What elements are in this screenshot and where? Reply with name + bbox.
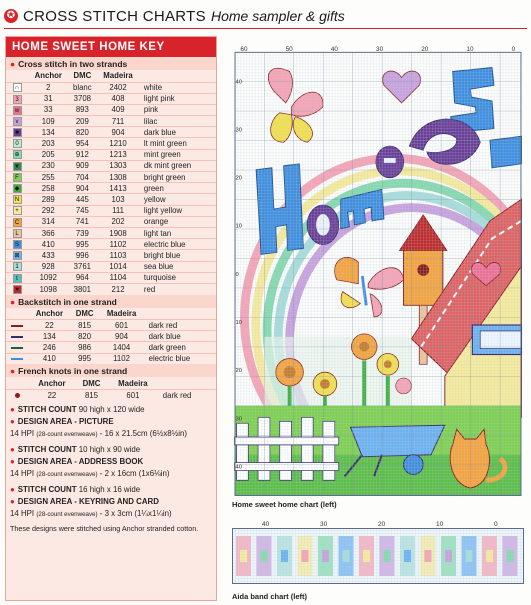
color-name-cell: sea blue [140, 261, 216, 272]
main-chart-svg [232, 44, 524, 496]
anchor-cell: 230 [28, 160, 69, 171]
key-row [6, 93, 216, 104]
thread-symbol [6, 82, 28, 93]
color-name-cell: lt mint green [140, 138, 216, 149]
stitch-count-keyring: ● STITCH COUNT 16 high x 16 wide [10, 484, 141, 494]
thread-symbol [6, 194, 28, 205]
madeira-cell: 103 [96, 194, 140, 205]
thread-symbol [6, 261, 28, 272]
band-chart-caption: Aida band chart (left) [232, 592, 308, 601]
key-row [6, 82, 216, 93]
page-subtitle: Home sampler & gifts [210, 8, 345, 24]
key-row [6, 216, 216, 227]
side-tick-label: 0 [235, 271, 239, 278]
dmc-cell: 745 [69, 205, 97, 216]
thread-symbol [6, 116, 28, 127]
top-tick-label: 40 [330, 45, 338, 53]
madeira-cell: 111 [96, 205, 140, 216]
color-name-cell: red [140, 283, 216, 294]
symbol-swatch: + [13, 206, 22, 215]
top-tick-label: 0 [511, 45, 516, 53]
madeira-cell: 1103 [96, 250, 140, 261]
key-row [6, 127, 216, 138]
color-name-cell: electric blue [140, 239, 216, 250]
madeira-cell: 1404 [99, 342, 145, 353]
anchor-cell: 410 [28, 353, 71, 364]
dmc-cell: 815 [71, 320, 99, 331]
madeira-cell: 1303 [96, 160, 140, 171]
madeira-cell: 1413 [96, 183, 140, 194]
key-row [6, 353, 216, 364]
band-fine-grid [232, 528, 524, 584]
key-row [6, 342, 216, 353]
symbol-swatch: ⊕ [14, 152, 20, 159]
dmc-cell: 3708 [69, 93, 97, 104]
color-name-cell: electric blue [145, 353, 216, 364]
madeira-cell: 408 [96, 93, 140, 104]
dmc-cell: 3801 [69, 283, 97, 294]
anchor-cell: 410 [28, 239, 69, 250]
dmc-cell: 986 [71, 342, 99, 353]
side-tick-label: 30 [235, 416, 243, 423]
color-name-cell: pink [140, 104, 216, 115]
anchor-cell: 109 [28, 116, 69, 127]
color-name-cell: light tan [140, 227, 216, 238]
symbol-swatch: L [13, 229, 22, 238]
thread-symbol [6, 227, 28, 238]
anchor-cell: 366 [28, 227, 69, 238]
key-row [6, 183, 216, 194]
dmc-cell: 893 [69, 104, 97, 115]
backstitch-line [11, 347, 23, 349]
symbol-swatch: ◆ [13, 184, 22, 193]
symbol-swatch: S [13, 240, 22, 249]
aida-band-chart [232, 518, 524, 588]
design-area-picture-label: ● DESIGN AREA - PICTURE [10, 416, 114, 426]
symbol-swatch: 3 [13, 95, 22, 104]
thread-symbol [6, 239, 28, 250]
key-row [6, 331, 216, 342]
french-knots-table: Anchor DMC Madeira 22 815 601 dark red [6, 377, 216, 400]
thread-symbol [6, 183, 28, 194]
thread-symbol [6, 205, 28, 216]
dmc-cell: 3761 [69, 261, 97, 272]
color-name-cell: dark blue [140, 127, 216, 138]
madeira-cell: 601 [99, 320, 145, 331]
side-tick-label: 40 [235, 79, 243, 86]
color-name-cell: lilac [140, 116, 216, 127]
anchor-cell: 255 [28, 172, 69, 183]
key-row [6, 149, 216, 160]
madeira-cell: 1102 [96, 239, 140, 250]
col-dmc: DMC [73, 71, 92, 81]
color-name-cell: dk mint green [140, 160, 216, 171]
top-tick-label: 20 [421, 45, 429, 53]
backstitch-heading: ● Backstitch in one strand [6, 295, 216, 308]
cross-stitch-table [6, 70, 216, 295]
dmc-cell: 995 [71, 353, 99, 364]
color-name-cell: dark red [145, 320, 216, 331]
backstitch-table: Anchor DMC Madeira 22 815 601 dark red 134 820 904 dark blue 246 986 1404 dark green 410 995 1102 electric blue [6, 308, 216, 365]
dmc-cell: 820 [69, 127, 97, 138]
key-row [6, 172, 216, 183]
anchor-cell: 246 [28, 342, 71, 353]
dmc-cell: 996 [69, 250, 97, 261]
line-symbol [6, 342, 28, 353]
dmc-cell: 964 [69, 272, 97, 283]
key-row [6, 283, 216, 294]
color-name-cell: white [140, 82, 216, 93]
anchor-cell: 2 [28, 82, 69, 93]
thread-symbol [6, 172, 28, 183]
color-name-cell: dark green [145, 342, 216, 353]
madeira-cell: 212 [96, 283, 140, 294]
color-name-cell: turquoise [140, 272, 216, 283]
dmc-cell: blanc [69, 82, 97, 93]
key-row [6, 320, 216, 331]
main-chart-caption: Home sweet home chart (left) [232, 500, 337, 509]
color-name-cell: green [140, 183, 216, 194]
band-tick-label: 20 [378, 521, 386, 528]
key-row [6, 205, 216, 216]
side-tick-label: 10 [235, 320, 243, 327]
symbol-swatch: ∩ [13, 83, 22, 92]
madeira-cell: 2402 [96, 82, 140, 93]
madeira-cell: 1210 [96, 138, 140, 149]
dmc-cell: 904 [69, 183, 97, 194]
thread-symbol [6, 216, 28, 227]
color-name-cell: bright green [140, 172, 216, 183]
madeira-cell: 202 [96, 216, 140, 227]
side-tick-label: 30 [235, 127, 243, 134]
anchor-cell: 258 [28, 183, 69, 194]
backstitch-line [11, 358, 23, 360]
header-divider [4, 28, 527, 29]
madeira-cell: 409 [96, 104, 140, 115]
home-sweet-home-chart [232, 44, 524, 496]
symbol-swatch: ▼ [14, 163, 20, 170]
dmc-cell: 741 [69, 216, 97, 227]
madeira-cell: 1014 [96, 261, 140, 272]
color-name-cell: bright blue [140, 250, 216, 261]
dmc-cell: 995 [69, 239, 97, 250]
anchor-cell: 33 [28, 104, 69, 115]
key-row [6, 389, 216, 400]
thread-symbol [6, 138, 28, 149]
key-row [6, 239, 216, 250]
band-tick-label: 0 [494, 521, 498, 528]
thread-symbol [6, 93, 28, 104]
madeira-cell: 1908 [96, 227, 140, 238]
madeira-cell: 1308 [96, 172, 140, 183]
thread-symbol [6, 104, 28, 115]
symbol-swatch: v [13, 117, 22, 126]
design-area-keyring-label: ● DESIGN AREA - KEYRING AND CARD [10, 496, 159, 506]
dmc-cell: 739 [69, 227, 97, 238]
line-symbol [6, 320, 28, 331]
color-name-cell: yellow [140, 194, 216, 205]
band-tick-label: 30 [320, 521, 328, 528]
dmc-cell: 209 [69, 116, 97, 127]
design-area-address-label: ● DESIGN AREA - ADDRESS BOOK [10, 456, 144, 466]
top-tick-label: 30 [376, 45, 384, 53]
backstitch-line [11, 325, 23, 327]
key-row [6, 272, 216, 283]
key-panel [5, 36, 217, 601]
page-title: CROSS STITCH CHARTS [23, 7, 206, 25]
side-tick-label: 20 [235, 175, 243, 182]
anchor-cell: 134 [28, 127, 69, 138]
band-tick-label: 10 [436, 521, 444, 528]
color-name-cell: light pink [140, 93, 216, 104]
col-anchor: Anchor [34, 71, 62, 81]
anchor-cell: 134 [28, 331, 71, 342]
anchor-cell: 314 [28, 216, 69, 227]
symbol-swatch: N [13, 195, 22, 204]
key-row [6, 160, 216, 171]
dmc-cell: 912 [69, 149, 97, 160]
top-tick-label: 50 [285, 45, 293, 53]
top-tick-label: 60 [240, 45, 248, 53]
band-chart-svg [232, 518, 524, 588]
thread-symbol [6, 272, 28, 283]
thread-symbol [6, 149, 28, 160]
anchor-cell: 203 [28, 138, 69, 149]
color-name-cell: dark red [159, 389, 216, 400]
key-row [6, 227, 216, 238]
symbol-swatch: t [13, 274, 22, 283]
symbol-swatch: 1 [13, 262, 22, 271]
cross-stitch-heading: ● Cross stitch in two strands [6, 57, 216, 70]
anchor-cell: 22 [28, 389, 76, 400]
anchor-cell: 31 [28, 93, 69, 104]
madeira-cell: 904 [96, 127, 140, 138]
side-tick-label: 40 [235, 464, 243, 471]
madeira-cell: 1213 [96, 149, 140, 160]
thread-symbol [6, 127, 28, 138]
anchor-cell: 928 [28, 261, 69, 272]
color-name-cell: light yellow [140, 205, 216, 216]
line-symbol [6, 353, 28, 364]
line-symbol [6, 389, 28, 400]
color-name-cell: mint green [140, 149, 216, 160]
thread-symbol [6, 283, 28, 294]
star-icon: ✪ [4, 9, 18, 23]
madeira-cell: 711 [96, 116, 140, 127]
key-row [6, 261, 216, 272]
stitch-count-address-book: ● STITCH COUNT 10 high x 90 wide [10, 444, 141, 454]
symbol-swatch: F [13, 173, 22, 182]
symbol-swatch: 0 [13, 139, 22, 148]
anchor-cell: 22 [28, 320, 71, 331]
symbol-swatch: ⊠ [14, 253, 20, 260]
side-tick-label: 10 [235, 223, 243, 230]
thread-symbol [6, 160, 28, 171]
key-row [6, 194, 216, 205]
key-row [6, 138, 216, 149]
key-row [6, 250, 216, 261]
french-knots-heading: ● French knots in one strand [6, 364, 216, 377]
line-symbol [6, 331, 28, 342]
dmc-cell: 445 [69, 194, 97, 205]
symbol-swatch: ■ [13, 128, 22, 137]
key-title: HOME SWEET HOME KEY [6, 37, 216, 57]
symbol-swatch: C [13, 218, 22, 227]
anchor-cell: 1092 [28, 272, 69, 283]
anchor-cell: 205 [28, 149, 69, 160]
thread-symbol [6, 250, 28, 261]
anchor-cell: 292 [28, 205, 69, 216]
dmc-cell: 909 [69, 160, 97, 171]
design-area-picture-value: 14 HPI (28-count evenweave) - 16 x 21.5cm (6½x8½in) [10, 428, 188, 438]
anchor-cell: 433 [28, 250, 69, 261]
dmc-cell: 815 [76, 389, 107, 400]
backstitch-line [11, 336, 23, 338]
design-area-keyring-value: 14 HPI (28-count evenweave) - 3 x 3cm (1¼x1¼in) [10, 508, 172, 518]
design-area-address-value: 14 HPI (28-count evenweave) - 2 x 16cm (1x6⅛in) [10, 468, 170, 478]
madeira-cell: 601 [107, 389, 159, 400]
madeira-cell: 1102 [99, 353, 145, 364]
band-tick-label: 40 [262, 521, 270, 528]
color-name-cell: dark blue [145, 331, 216, 342]
color-name-cell: orange [140, 216, 216, 227]
key-row [6, 104, 216, 115]
anchor-cell: 289 [28, 194, 69, 205]
dmc-cell: 704 [69, 172, 97, 183]
thread-note: These designs were stitched using Anchor stranded cotton. [10, 523, 199, 533]
french-knot-dot [15, 393, 20, 398]
madeira-cell: 904 [99, 331, 145, 342]
anchor-cell: 1098 [28, 283, 69, 294]
dmc-cell: 820 [71, 331, 99, 342]
dmc-cell: 954 [69, 138, 97, 149]
page-header [4, 5, 527, 27]
side-tick-label: 20 [235, 368, 243, 375]
symbol-swatch: w [13, 106, 22, 115]
key-row [6, 116, 216, 127]
stitch-count-picture: ● STITCH COUNT 90 high x 120 wide [10, 404, 145, 414]
top-tick-label: 10 [466, 45, 474, 53]
symbol-swatch: ♥ [13, 285, 22, 294]
col-madeira: Madeira [103, 71, 133, 81]
bold-grid [235, 52, 522, 496]
band-tick-labels [262, 521, 498, 528]
madeira-cell: 1104 [96, 272, 140, 283]
